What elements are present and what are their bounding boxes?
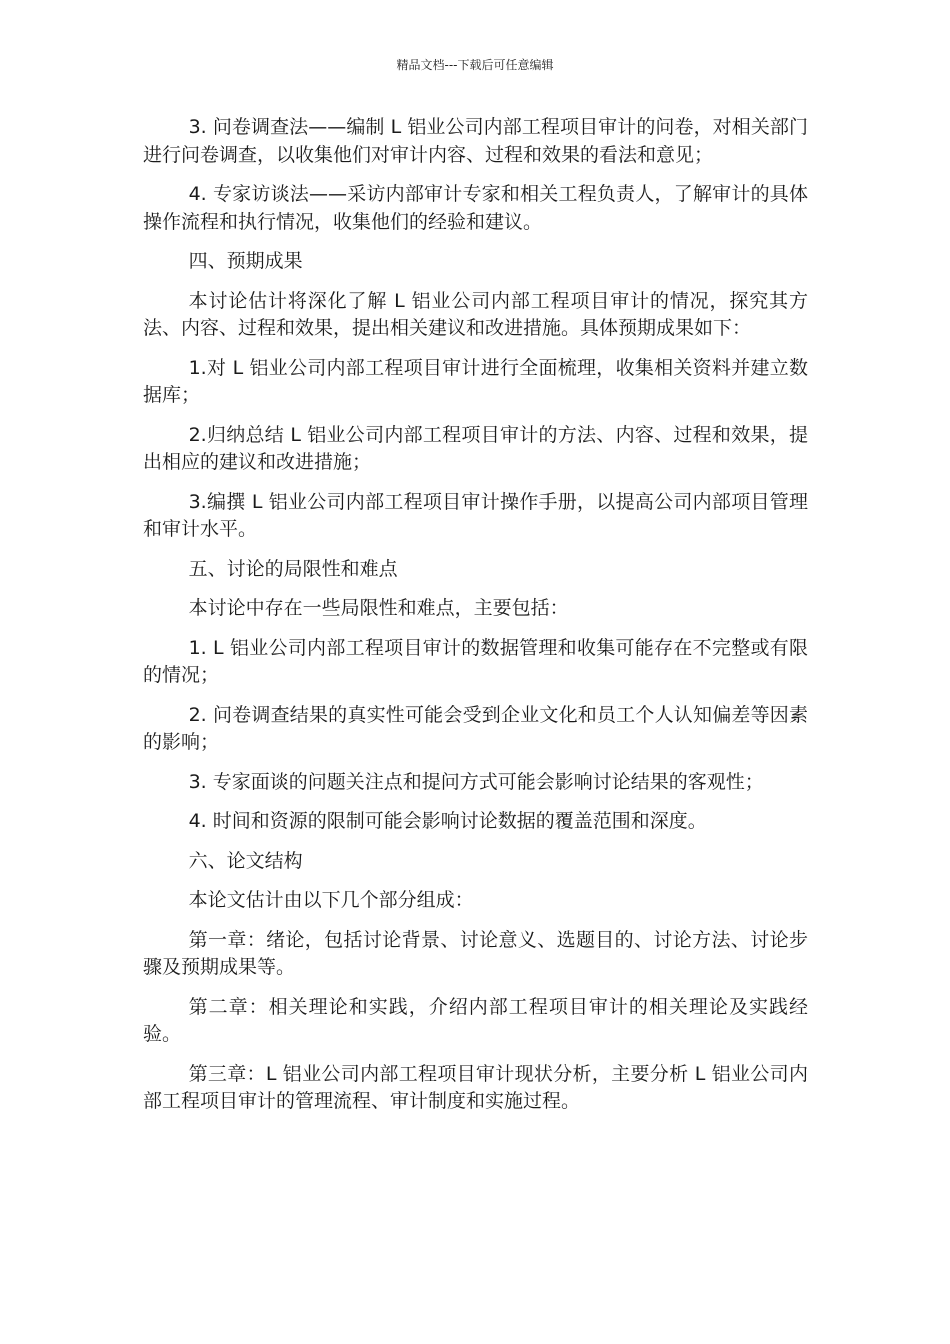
section-heading-limitations: 五、讨论的局限性和难点 [188, 557, 398, 580]
paragraph-structure-intro: 本论文估计由以下几个部分组成： [188, 889, 474, 911]
document-body [143, 114, 808, 1128]
paragraph-method-interview: 4. 专家访谈法——采访内部审计专家和相关工程负责人，了解审计的具体操作流程和执行情况，收集他们的经验和建议。 [143, 183, 808, 233]
paragraph-limitations-intro: 本讨论中存在一些局限性和难点，主要包括： [188, 597, 569, 619]
paragraph-expected-result-1: 1.对 L 铝业公司内部工程项目审计进行全面梳理，收集相关资料并建立数据库； [143, 356, 808, 406]
paragraph-expected-result-3: 3.编撰 L 铝业公司内部工程项目审计操作手册，以提高公司内部项目管理和审计水平。 [143, 490, 808, 540]
paragraph-expected-results-intro: 本讨论估计将深化了解 L 铝业公司内部工程项目审计的情况，探究其方法、内容、过程和效果，提出相关建议和改进措施。具体预期成果如下： [143, 289, 808, 339]
paragraph-limitation-3: 3. 专家面谈的问题关注点和提问方式可能会影响讨论结果的客观性； [188, 770, 764, 793]
paragraph-chapter-2: 第二章：相关理论和实践，介绍内部工程项目审计的相关理论及实践经验。 [143, 995, 808, 1045]
paragraph-chapter-1: 第一章：绪论，包括讨论背景、讨论意义、选题目的、讨论方法、讨论步骤及预期成果等。 [143, 928, 808, 978]
paragraph-limitation-4: 4. 时间和资源的限制可能会影响讨论数据的覆盖范围和深度。 [188, 810, 707, 832]
paragraph-method-questionnaire: 3. 问卷调查法——编制 L 铝业公司内部工程项目审计的问卷，对相关部门进行问卷调查，以收集他们对审计内容、过程和效果的看法和意见； [143, 116, 808, 166]
paragraph-limitation-2: 2. 问卷调查结果的真实性可能会受到企业文化和员工个人认知偏差等因素的影响； [143, 703, 808, 753]
paragraph-limitation-1: 1. L 铝业公司内部工程项目审计的数据管理和收集可能存在不完整或有限的情况； [143, 636, 808, 686]
paragraph-expected-result-2: 2.归纳总结 L 铝业公司内部工程项目审计的方法、内容、过程和效果，提出相应的建议和改进措施； [143, 423, 808, 473]
paragraph-chapter-3: 第三章：L 铝业公司内部工程项目审计现状分析，主要分析 L 铝业公司内部工程项目审计的管理流程、审计制度和实施过程。 [143, 1062, 808, 1112]
section-heading-expected-results: 四、预期成果 [188, 250, 303, 272]
page-header: 精品文档---下载后可任意编辑 [396, 58, 554, 72]
section-heading-structure: 六、论文结构 [188, 849, 303, 872]
